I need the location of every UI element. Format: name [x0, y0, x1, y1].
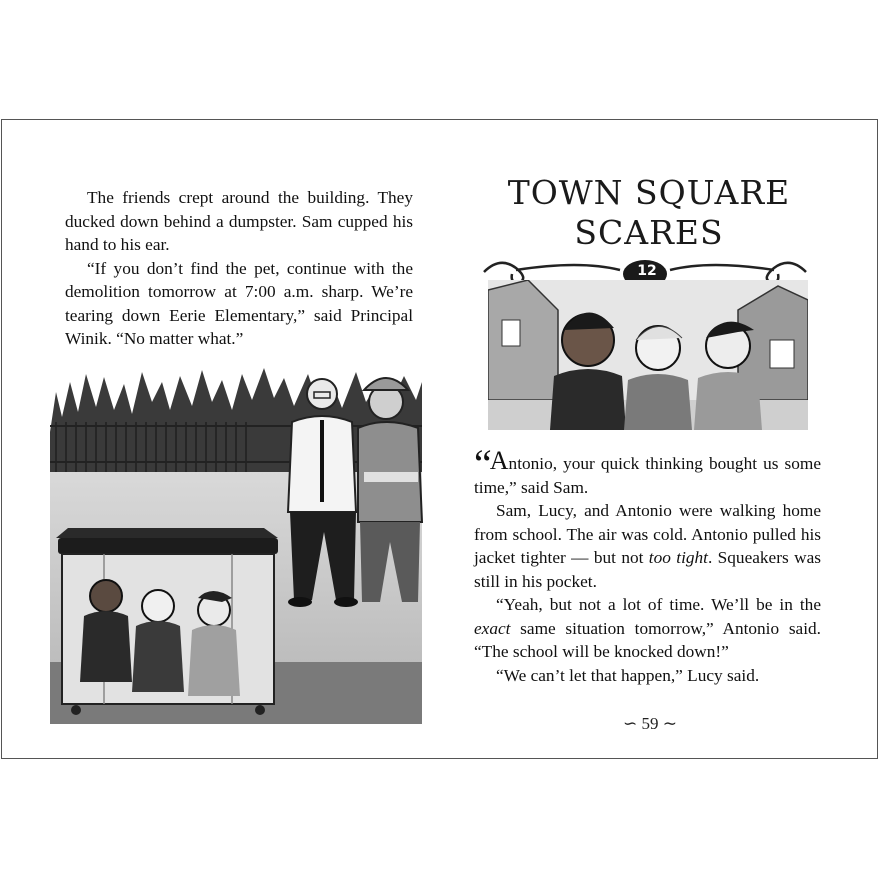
- right-paragraph-4: “We can’t let that happen,” Lucy said.: [496, 665, 760, 685]
- opening-quote: “: [474, 441, 490, 486]
- kids-walking-illustration: [488, 280, 808, 430]
- left-paragraph-2: “If you don’t find the pet, continue with the demolition tomorrow at 7:00 a.m. sharp. We’re tearing down Eerie Elementary,” said Principal Winik. “No matter what.”: [65, 258, 413, 348]
- chapter-title: [470, 173, 828, 253]
- chapter-number: 12: [637, 263, 657, 279]
- right-paragraph-1: [474, 441, 821, 499]
- page-number-value: 59: [641, 714, 659, 733]
- page-number-right-ornament: ∼: [662, 714, 677, 733]
- right-paragraph-1-text: ntonio, your quick thinking bought us some time,” said Sam.: [474, 454, 821, 497]
- left-page-text: [65, 186, 413, 351]
- page-number-left-ornament: ∽: [623, 714, 638, 733]
- p2-emphasis: too tight: [648, 548, 708, 567]
- opening-capital: A: [489, 446, 509, 475]
- p3-text-a: “Yeah, but not a lot of time. We’ll be in the: [496, 595, 821, 614]
- page-number: [600, 714, 700, 734]
- p3-emphasis: exact: [474, 618, 511, 638]
- p3-text-b: same situation tomorrow,” Antonio said. “The school will be knocked down!”: [474, 618, 821, 661]
- p2-text-b: . Squeakers was still in his pocket.: [474, 548, 821, 591]
- dumpster-illustration: [46, 362, 424, 724]
- right-paragraph-2: [474, 499, 821, 593]
- p2-text-a: Sam, Lucy, and Antonio were walking home from school. The air was cold. Antonio pulled his jacket tighter — but not: [474, 501, 821, 567]
- right-page-text: [474, 441, 821, 687]
- chapter-title-line-1: TOWN SQUARE: [507, 173, 791, 212]
- chapter-title-line-2: SCARES: [574, 213, 724, 252]
- kids-hiding: [80, 580, 240, 696]
- right-paragraph-3: [474, 593, 821, 664]
- left-paragraph-1: The friends crept around the building. They ducked down behind a dumpster. Sam cupped his hand to his ear.: [65, 188, 413, 254]
